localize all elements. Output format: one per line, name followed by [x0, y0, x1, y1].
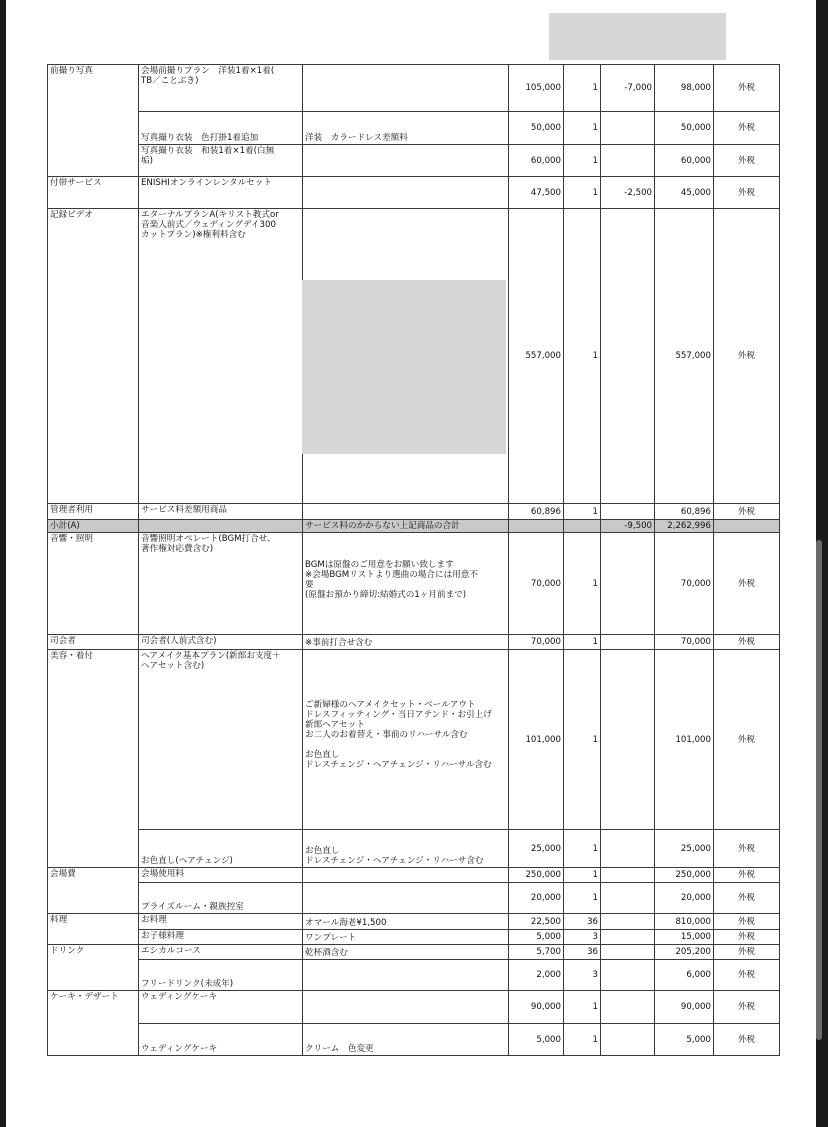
discount-cell	[601, 177, 655, 209]
tax-cell	[714, 883, 780, 914]
note-cell	[303, 991, 509, 1024]
category-cell	[48, 65, 139, 177]
amount-cell-text: 5,000	[686, 1034, 711, 1045]
unit-price-cell-text: 105,000	[525, 83, 561, 93]
amount-cell-text: 60,000	[680, 155, 711, 166]
tax-cell	[714, 650, 780, 830]
item-cell	[139, 960, 303, 991]
redacted-header-area	[549, 13, 726, 60]
tax-cell-text: 外税	[737, 83, 756, 93]
amount-cell-text: 6,000	[686, 970, 711, 980]
tax-cell	[714, 635, 780, 650]
subtotal-row	[48, 520, 780, 533]
amount-cell-text: 90,000	[680, 1002, 711, 1012]
item-cell	[139, 112, 303, 145]
quantity-cell-text: 1	[592, 155, 598, 166]
unit-price-cell-text: 101,000	[525, 734, 561, 745]
table-row	[48, 960, 780, 991]
discount-cell	[601, 112, 655, 145]
discount-cell	[601, 65, 655, 112]
tax-cell-text: 外税	[737, 1034, 756, 1045]
note-cell	[303, 945, 509, 960]
tax-cell-text: 外税	[737, 187, 756, 198]
tax-cell-text: 外税	[737, 893, 756, 903]
amount-cell	[655, 112, 714, 145]
quantity-cell-text: 1	[592, 843, 598, 854]
discount-cell	[601, 1024, 655, 1056]
unit-price-cell-text: 22,500	[530, 916, 561, 927]
amount-cell-text: 101,000	[675, 734, 711, 745]
amount-cell	[655, 504, 714, 520]
amount-cell-text: 250,000	[675, 870, 711, 880]
item-cell-text: プライズルーム・親族控室	[141, 902, 244, 912]
item-cell-text: ウェディングケーキ	[141, 1044, 218, 1054]
unit-price-cell	[509, 960, 564, 991]
unit-price-cell	[509, 209, 564, 504]
note-cell	[303, 868, 509, 883]
category-cell	[48, 914, 139, 945]
item-cell-text: ウェディングケーキ	[141, 992, 218, 1002]
note-cell	[303, 960, 509, 991]
tax-cell-text: 外税	[737, 734, 756, 745]
table-row	[48, 112, 780, 145]
note-cell-text: サービス料のかからない上記商品の合計	[305, 521, 460, 531]
discount-cell	[601, 520, 655, 533]
unit-price-cell-text: 90,000	[530, 1002, 561, 1012]
unit-price-cell-text: 250,000	[525, 870, 561, 880]
item-cell	[139, 1024, 303, 1056]
table-row	[48, 930, 780, 945]
amount-cell	[655, 868, 714, 883]
quantity-cell-text: 1	[592, 893, 598, 903]
item-cell	[139, 991, 303, 1024]
tax-cell	[714, 177, 780, 209]
amount-cell-text: 45,000	[680, 187, 711, 198]
quantity-cell	[564, 830, 601, 868]
item-cell-text: 音響照明オペレート(BGM打合せ、 著作権対応費含む)	[141, 534, 276, 554]
unit-price-cell	[509, 830, 564, 868]
amount-cell-text: 2,262,996	[667, 521, 711, 531]
scrollbar[interactable]	[816, 540, 822, 1040]
quantity-cell-text: 3	[592, 970, 598, 980]
category-cell-text: ケーキ・デザート	[50, 992, 119, 1002]
category-cell-text: 美容・着付	[50, 651, 93, 661]
table-row	[48, 945, 780, 960]
discount-cell	[601, 504, 655, 520]
item-cell-text: 司会者(人前式含む)	[141, 636, 217, 646]
item-cell	[139, 145, 303, 177]
amount-cell-text: 557,000	[675, 351, 711, 361]
estimate-table	[47, 64, 780, 1056]
note-cell-text: クリーム 色変更	[305, 1044, 374, 1054]
item-cell-text: 写真撮り衣装 和装1着×1着(白無 垢)	[141, 146, 275, 166]
category-cell	[48, 945, 139, 991]
note-cell-text: お色直し ドレスチェンジ・ヘアチェンジ・リハーサ含む	[305, 846, 484, 866]
unit-price-cell-text: 70,000	[530, 637, 561, 647]
unit-price-cell-text: 60,896	[530, 506, 561, 517]
quantity-cell-text: 1	[592, 123, 598, 133]
quantity-cell-text: 1	[592, 506, 598, 517]
item-cell	[139, 650, 303, 830]
tax-cell-text: 外税	[737, 970, 756, 980]
unit-price-cell	[509, 145, 564, 177]
note-cell	[303, 520, 509, 533]
item-cell	[139, 945, 303, 960]
discount-cell	[601, 914, 655, 930]
item-cell	[139, 883, 303, 914]
amount-cell	[655, 883, 714, 914]
item-cell-text: お子様料理	[141, 931, 184, 941]
item-cell	[139, 504, 303, 520]
tax-cell	[714, 1024, 780, 1056]
category-cell	[48, 520, 139, 533]
tax-cell-text: 外税	[737, 351, 756, 361]
category-cell	[48, 504, 139, 520]
note-cell	[303, 177, 509, 209]
quantity-cell	[564, 209, 601, 504]
category-cell	[48, 533, 139, 635]
item-cell-text: フリードリンク(未成年)	[141, 979, 234, 989]
note-cell-text: ※事前打合せ含む	[305, 638, 373, 648]
item-cell	[139, 177, 303, 209]
tax-cell	[714, 65, 780, 112]
discount-cell-text: -7,000	[624, 83, 652, 93]
note-cell	[303, 883, 509, 914]
item-cell	[139, 635, 303, 650]
note-cell	[303, 1024, 509, 1056]
category-cell-text: 前撮り写真	[50, 66, 93, 76]
unit-price-cell	[509, 533, 564, 635]
table-row	[48, 177, 780, 209]
redacted-image-area	[302, 280, 506, 454]
item-cell	[139, 930, 303, 945]
quantity-cell	[564, 650, 601, 830]
tax-cell-text: 外税	[737, 947, 756, 957]
quantity-cell	[564, 177, 601, 209]
discount-cell	[601, 635, 655, 650]
tax-cell-text: 外税	[737, 1002, 756, 1012]
tax-cell	[714, 991, 780, 1024]
note-cell	[303, 65, 509, 112]
category-cell-text: 小計(A)	[50, 521, 80, 531]
unit-price-cell-text: 60,000	[530, 155, 561, 166]
table-row	[48, 883, 780, 914]
tax-cell-text: 外税	[737, 916, 756, 927]
item-cell-text: 会場前撮りプラン 洋装1着×1着( TB／ことぶき)	[141, 66, 275, 86]
unit-price-cell	[509, 520, 564, 533]
unit-price-cell	[509, 112, 564, 145]
table-row	[48, 650, 780, 830]
unit-price-cell-text: 2,000	[536, 970, 561, 980]
item-cell	[139, 209, 303, 504]
note-cell	[303, 914, 509, 930]
unit-price-cell-text: 5,000	[536, 932, 561, 942]
tax-cell	[714, 868, 780, 883]
tax-cell	[714, 504, 780, 520]
note-cell-text: BGMは原盤のご用意をお願い致します ※会場BGMリストより選曲の場合には用意不 要 (原盤お預かり締切:結婚式の1ヶ月前まで)	[305, 560, 478, 600]
category-cell	[48, 635, 139, 650]
discount-cell	[601, 533, 655, 635]
unit-price-cell	[509, 945, 564, 960]
amount-cell-text: 70,000	[680, 578, 711, 589]
amount-cell-text: 15,000	[680, 932, 711, 942]
quantity-cell-text: 1	[592, 870, 598, 880]
amount-cell	[655, 209, 714, 504]
quantity-cell	[564, 883, 601, 914]
table-row	[48, 65, 780, 112]
unit-price-cell	[509, 635, 564, 650]
amount-cell-text: 98,000	[680, 83, 711, 93]
category-cell-text: 付帯サービス	[50, 178, 102, 188]
quantity-cell-text: 1	[592, 578, 598, 589]
amount-cell-text: 50,000	[680, 123, 711, 133]
quantity-cell-text: 1	[592, 734, 598, 745]
amount-cell	[655, 991, 714, 1024]
item-cell-text: お料理	[141, 915, 167, 925]
amount-cell	[655, 914, 714, 930]
amount-cell-text: 25,000	[680, 843, 711, 854]
amount-cell	[655, 945, 714, 960]
tax-cell	[714, 914, 780, 930]
unit-price-cell	[509, 930, 564, 945]
category-cell-text: 音響・照明	[50, 534, 93, 544]
amount-cell-text: 70,000	[680, 637, 711, 647]
note-cell	[303, 145, 509, 177]
unit-price-cell	[509, 914, 564, 930]
item-cell	[139, 533, 303, 635]
category-cell-text: 管理者利用	[50, 505, 93, 515]
tax-cell-text: 外税	[737, 637, 756, 647]
discount-cell	[601, 650, 655, 830]
discount-cell	[601, 960, 655, 991]
note-cell	[303, 533, 509, 635]
unit-price-cell-text: 5,700	[536, 947, 561, 957]
quantity-cell-text: 1	[592, 187, 598, 198]
amount-cell	[655, 930, 714, 945]
table-row	[48, 830, 780, 868]
quantity-cell-text: 1	[592, 637, 598, 647]
table-row	[48, 635, 780, 650]
note-cell-text: ワンプレート	[305, 933, 357, 943]
unit-price-cell	[509, 868, 564, 883]
category-cell	[48, 991, 139, 1056]
unit-price-cell	[509, 991, 564, 1024]
category-cell	[48, 177, 139, 209]
item-cell-text: ヘアメイク基本プラン(新郎お支度＋ ヘアセット含む)	[141, 651, 281, 671]
unit-price-cell-text: 70,000	[530, 578, 561, 589]
quantity-cell	[564, 930, 601, 945]
note-cell	[303, 112, 509, 145]
amount-cell	[655, 635, 714, 650]
unit-price-cell-text: 47,500	[530, 187, 561, 198]
table-row	[48, 991, 780, 1024]
quantity-cell-text: 3	[592, 932, 598, 942]
category-cell	[48, 868, 139, 914]
quantity-cell-text: 1	[592, 83, 598, 93]
note-cell	[303, 930, 509, 945]
item-cell-text: お色直し(ヘアチェンジ)	[141, 856, 233, 866]
note-cell	[303, 504, 509, 520]
note-cell	[303, 830, 509, 868]
quantity-cell	[564, 65, 601, 112]
item-cell	[139, 868, 303, 883]
quantity-cell	[564, 504, 601, 520]
quantity-cell-text: 1	[592, 351, 598, 361]
table-row	[48, 145, 780, 177]
amount-cell-text: 810,000	[675, 916, 711, 927]
tax-cell-text: 外税	[737, 578, 756, 589]
unit-price-cell	[509, 65, 564, 112]
unit-price-cell	[509, 504, 564, 520]
category-cell-text: 司会者	[50, 636, 76, 646]
tax-cell-text: 外税	[737, 843, 756, 854]
discount-cell-text: -9,500	[624, 521, 652, 531]
tax-cell-text: 外税	[737, 870, 756, 880]
amount-cell	[655, 533, 714, 635]
discount-cell	[601, 830, 655, 868]
quantity-cell	[564, 1024, 601, 1056]
tax-cell	[714, 520, 780, 533]
amount-cell	[655, 960, 714, 991]
item-cell-text: サービス料差額用商品	[141, 505, 227, 515]
discount-cell	[601, 209, 655, 504]
quantity-cell-text: 1	[592, 1002, 598, 1012]
item-cell-text: ENISHIオンラインレンタルセット	[141, 178, 272, 188]
tax-cell	[714, 112, 780, 145]
quantity-cell	[564, 945, 601, 960]
tax-cell	[714, 960, 780, 991]
category-cell-text: 記録ビデオ	[50, 210, 93, 220]
quantity-cell	[564, 520, 601, 533]
unit-price-cell	[509, 650, 564, 830]
quantity-cell	[564, 991, 601, 1024]
note-cell-text: ご新婦様のヘアメイクセット・ベールアウト ドレスフィッティング・当日アテンド・お引上げ 新郎ヘアセット お二人のお着替え・事前のリハーサル含む お色直し ドレスチェンジ・ヘアチェンジ・リハーサル含む	[305, 700, 492, 770]
tax-cell-text: 外税	[737, 123, 756, 133]
item-cell-text: エターナルプランA(キリスト教式or 音楽人前式／ウェディングデイ300 カットプラン)※権利料含む	[141, 210, 279, 240]
note-cell-text: オマール海老¥1,500	[305, 918, 387, 928]
discount-cell	[601, 868, 655, 883]
discount-cell	[601, 883, 655, 914]
amount-cell	[655, 650, 714, 830]
category-cell-text: 料理	[50, 915, 68, 925]
discount-cell	[601, 145, 655, 177]
unit-price-cell	[509, 1024, 564, 1056]
quantity-cell	[564, 914, 601, 930]
tax-cell	[714, 945, 780, 960]
quantity-cell	[564, 112, 601, 145]
item-cell-text: エシカルコース	[141, 946, 201, 956]
category-cell-text: 会場費	[50, 869, 76, 879]
discount-cell	[601, 945, 655, 960]
amount-cell-text: 20,000	[680, 893, 711, 903]
unit-price-cell-text: 50,000	[530, 123, 561, 133]
quantity-cell-text: 36	[587, 947, 598, 957]
item-cell	[139, 914, 303, 930]
quantity-cell-text: 36	[587, 916, 598, 927]
item-cell	[139, 65, 303, 112]
item-cell	[139, 520, 303, 533]
tax-cell-text: 外税	[737, 155, 756, 166]
discount-cell-text: -2,500	[624, 187, 652, 198]
amount-cell	[655, 145, 714, 177]
item-cell	[139, 830, 303, 868]
unit-price-cell-text: 5,000	[536, 1034, 561, 1045]
amount-cell-text: 205,200	[675, 947, 711, 957]
note-cell-text: 洋装 カラードレス差額料	[305, 133, 408, 143]
discount-cell	[601, 930, 655, 945]
tax-cell-text: 外税	[737, 932, 756, 942]
amount-cell	[655, 177, 714, 209]
quantity-cell	[564, 533, 601, 635]
amount-cell	[655, 520, 714, 533]
table-row	[48, 504, 780, 520]
quantity-cell	[564, 960, 601, 991]
amount-cell	[655, 1024, 714, 1056]
quantity-cell	[564, 635, 601, 650]
discount-cell	[601, 991, 655, 1024]
table-row	[48, 868, 780, 883]
unit-price-cell-text: 25,000	[530, 843, 561, 854]
note-cell-text: 乾杯酒含む	[305, 948, 348, 958]
unit-price-cell-text: 20,000	[530, 893, 561, 903]
item-cell-text: 写真撮り衣装 色打掛1着追加	[141, 133, 259, 143]
table-row	[48, 533, 780, 635]
table-row	[48, 1024, 780, 1056]
quantity-cell	[564, 145, 601, 177]
tax-cell	[714, 209, 780, 504]
tax-cell-text: 外税	[737, 506, 756, 517]
unit-price-cell	[509, 177, 564, 209]
category-cell	[48, 209, 139, 504]
item-cell-text: 会場使用料	[141, 869, 184, 879]
note-cell	[303, 650, 509, 830]
tax-cell	[714, 533, 780, 635]
unit-price-cell-text: 557,000	[525, 351, 561, 361]
category-cell-text: ドリンク	[50, 946, 85, 956]
amount-cell	[655, 65, 714, 112]
category-cell	[48, 650, 139, 868]
note-cell	[303, 635, 509, 650]
unit-price-cell	[509, 883, 564, 914]
quantity-cell-text: 1	[592, 1034, 598, 1045]
tax-cell	[714, 830, 780, 868]
table-row	[48, 914, 780, 930]
amount-cell	[655, 830, 714, 868]
amount-cell-text: 60,896	[680, 506, 711, 517]
tax-cell	[714, 930, 780, 945]
quantity-cell	[564, 868, 601, 883]
tax-cell	[714, 145, 780, 177]
